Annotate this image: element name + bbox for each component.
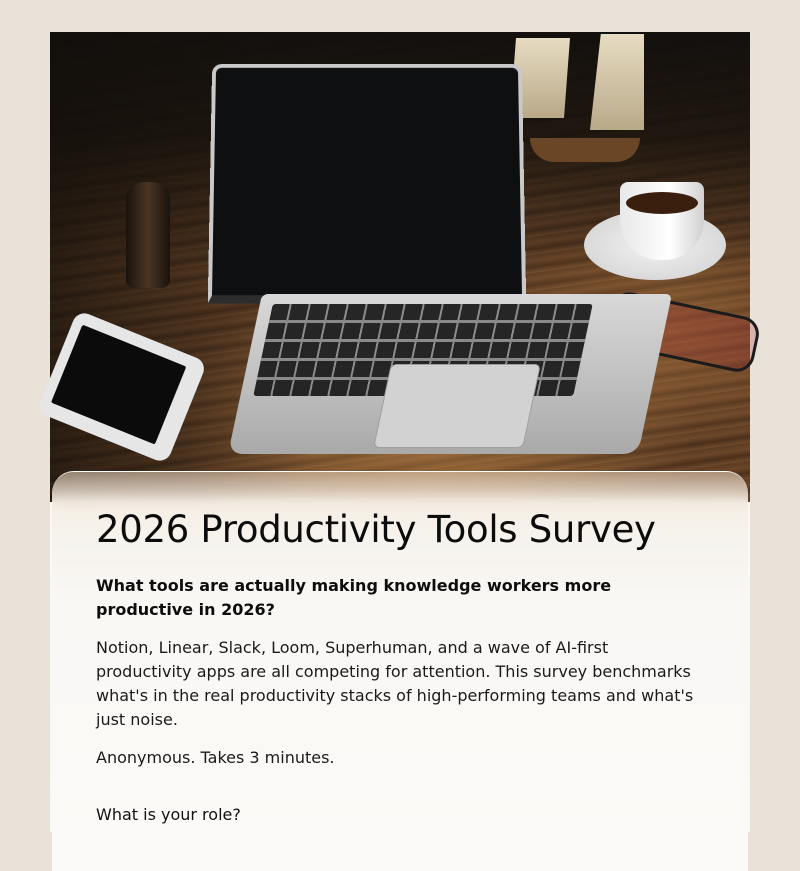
- question-label-role: What is your role?: [96, 805, 241, 824]
- survey-description: Notion, Linear, Slack, Loom, Superhuman, and a wave of AI-first productivity apps are all competing for attention. This survey benchmarks what's in the real productivity stacks of high-performing teams and what's just noise.: [96, 638, 694, 729]
- survey-intro: [96, 506, 716, 827]
- model-ship: [530, 138, 640, 162]
- survey-subtitle: What tools are actually making knowledge workers more productive in 2026?: [96, 576, 612, 619]
- laptop-trackpad: [373, 364, 541, 448]
- survey-content-panel: [52, 471, 748, 871]
- hero-image: [50, 32, 750, 502]
- laptop-screen: [208, 64, 526, 303]
- coffee: [626, 192, 698, 214]
- cat-figurine: [126, 182, 170, 288]
- survey-card: [50, 32, 750, 832]
- page-title: 2026 Productivity Tools Survey: [96, 508, 656, 551]
- survey-note: Anonymous. Takes 3 minutes.: [96, 748, 335, 767]
